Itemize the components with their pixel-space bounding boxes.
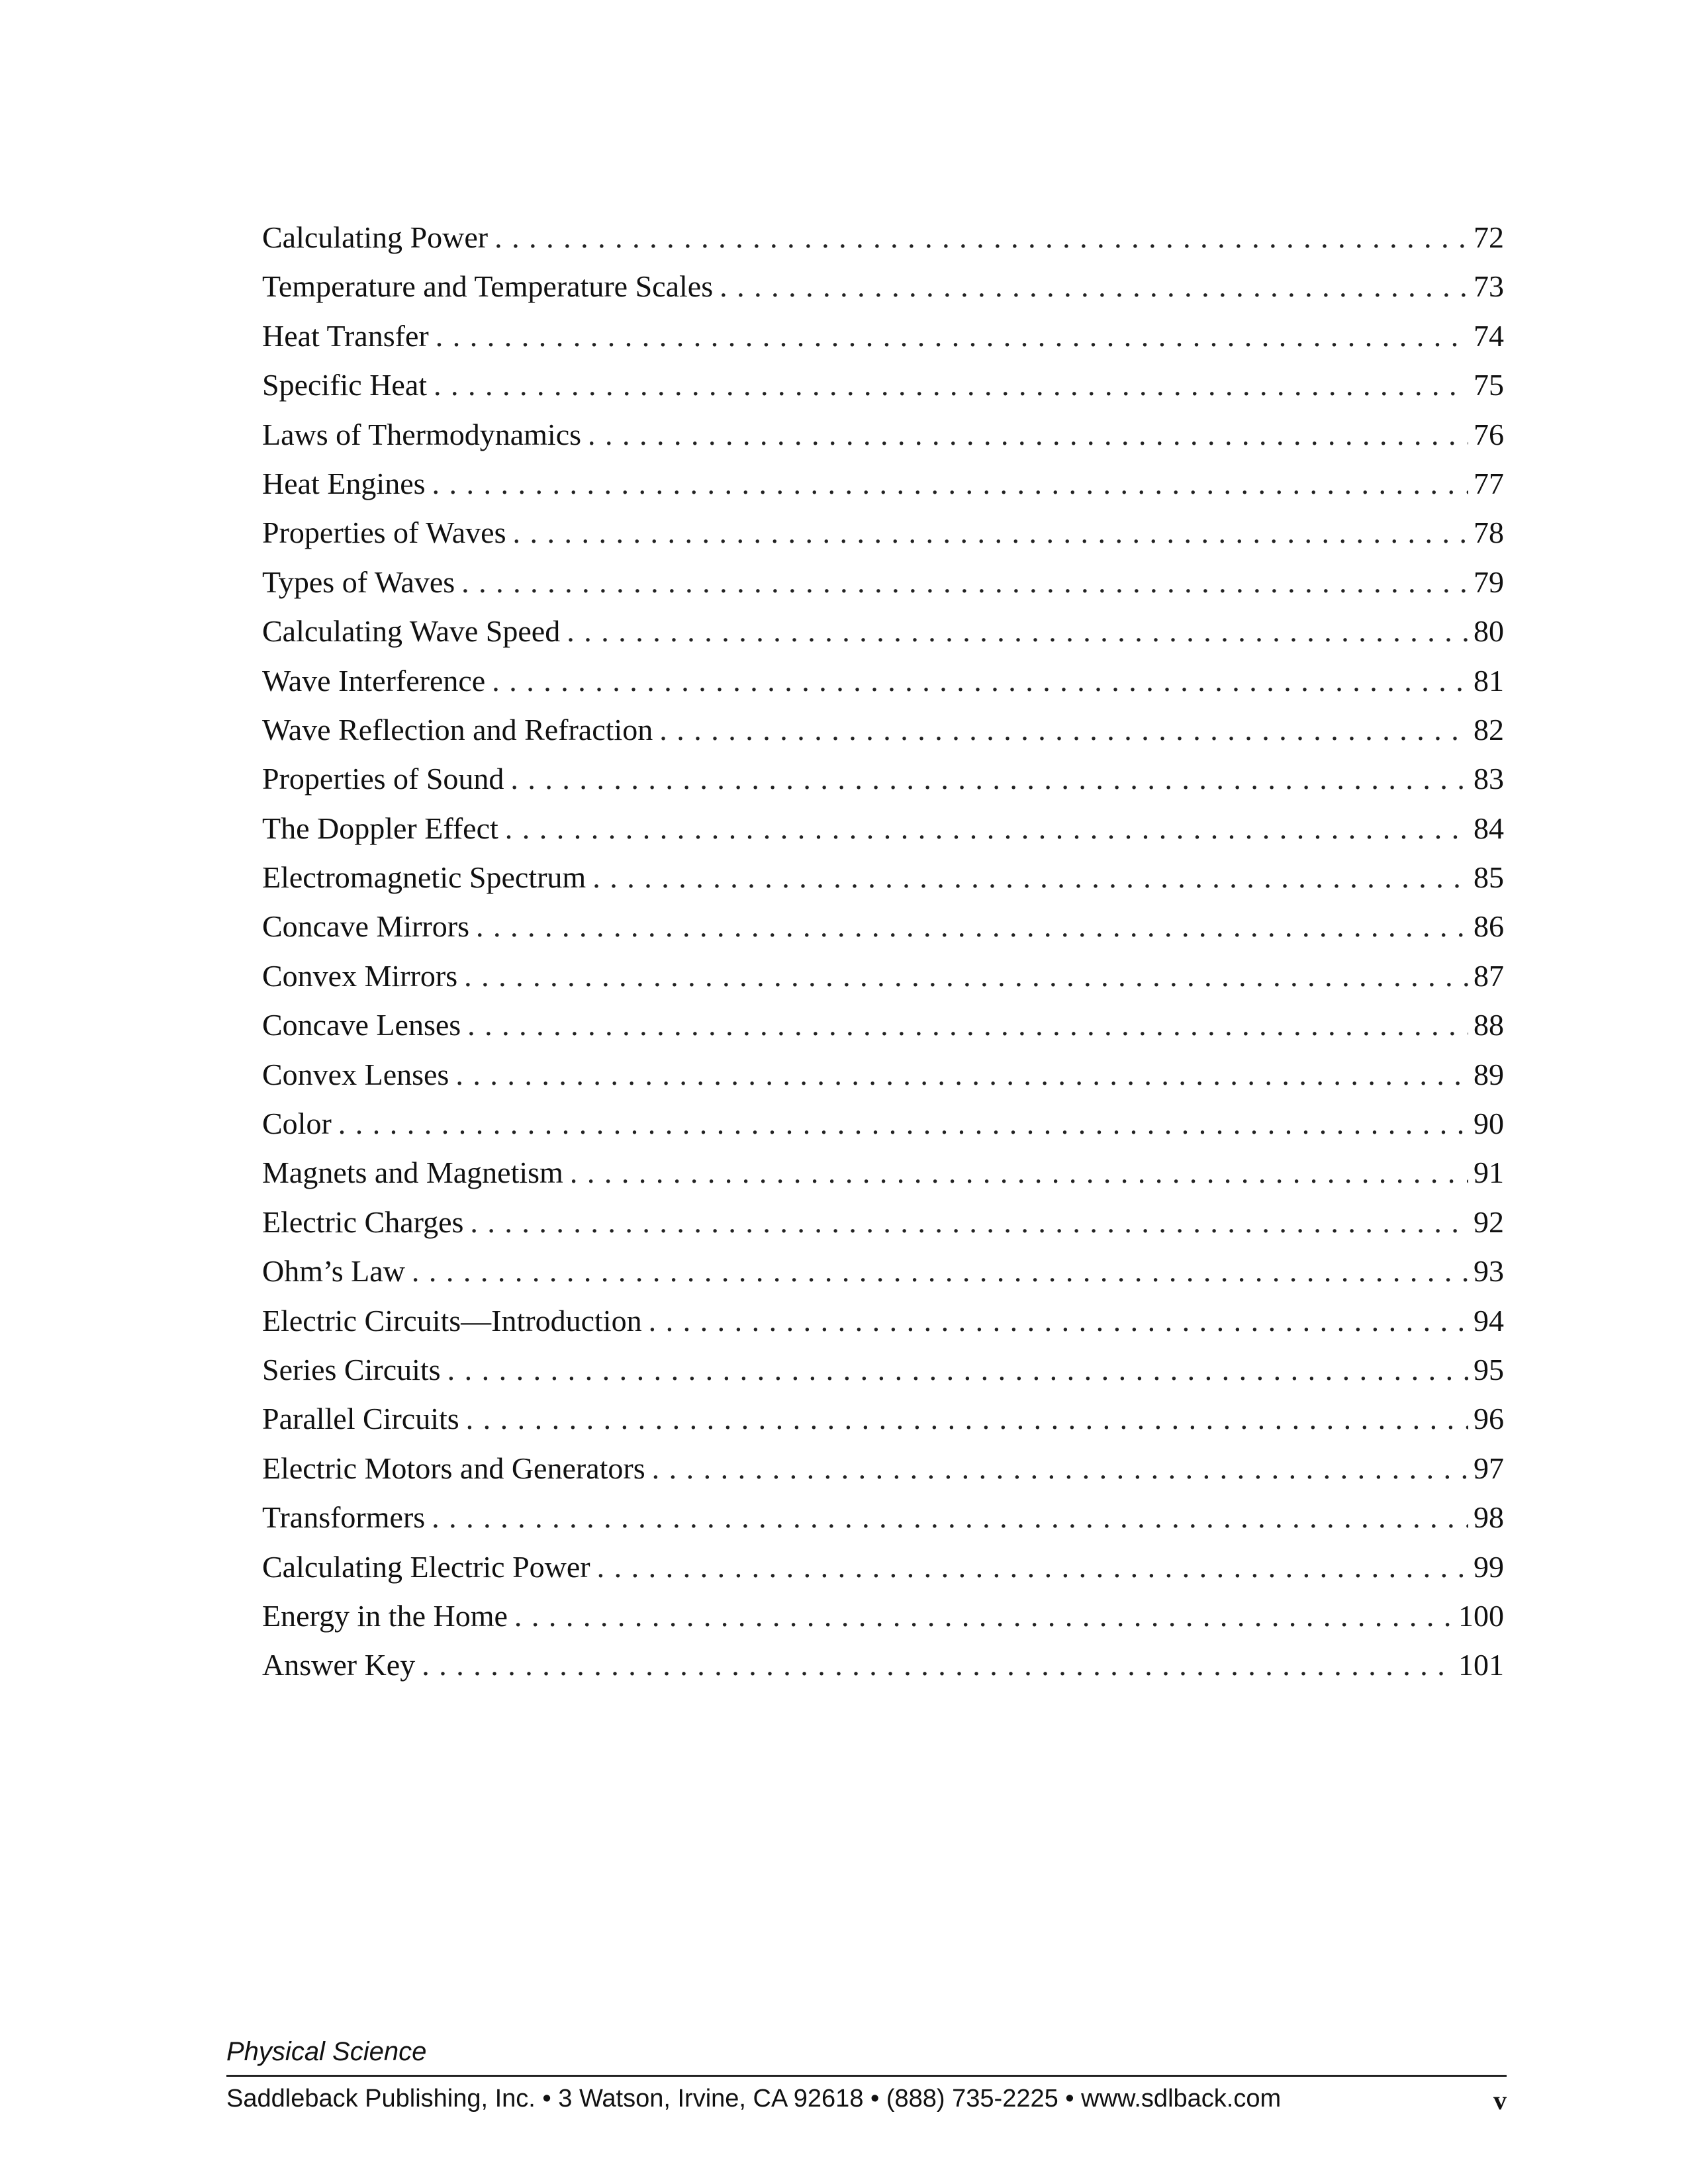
toc-entry[interactable] <box>262 952 1504 1001</box>
toc-entry-title: Heat Engines <box>262 466 426 500</box>
page-number: v <box>1493 2085 1507 2115</box>
toc-entry[interactable] <box>262 804 1504 853</box>
toc-entry-page: 89 <box>1474 1057 1504 1091</box>
toc-entry-page: 72 <box>1474 220 1504 254</box>
toc-entry-page: 92 <box>1474 1205 1504 1239</box>
toc-entry-page: 82 <box>1474 712 1504 747</box>
toc-entry-page: 78 <box>1474 516 1504 550</box>
toc-entry[interactable] <box>262 1099 1504 1148</box>
toc-entry-page: 88 <box>1474 1008 1504 1042</box>
toc-entry[interactable] <box>262 1394 1504 1443</box>
dot-leader <box>476 902 1468 951</box>
toc-entry-title: The Doppler Effect <box>262 811 498 845</box>
toc-entry-page: 96 <box>1474 1402 1504 1436</box>
toc-entry[interactable] <box>262 1592 1504 1641</box>
toc-entry-title: Concave Mirrors <box>262 909 469 944</box>
toc-entry-title: Energy in the Home <box>262 1598 508 1633</box>
toc-entry-page: 75 <box>1474 368 1504 402</box>
dot-leader <box>494 213 1468 262</box>
toc-entry[interactable] <box>262 1001 1504 1050</box>
toc-entry-title: Calculating Power <box>262 220 489 254</box>
toc-entry-page: 94 <box>1474 1303 1504 1338</box>
toc-entry-title: Series Circuits <box>262 1352 441 1387</box>
toc-entry-page: 91 <box>1474 1156 1504 1190</box>
toc-entry-title: Ohm’s Law <box>262 1254 405 1289</box>
toc-entry[interactable] <box>262 902 1504 951</box>
dot-leader <box>720 262 1468 311</box>
dot-leader <box>466 1394 1468 1443</box>
toc-entry-title: Concave Lenses <box>262 1008 461 1042</box>
dot-leader <box>514 1592 1453 1641</box>
toc-entry[interactable] <box>262 607 1504 656</box>
toc-entry-page: 85 <box>1474 860 1504 895</box>
toc-entry-page: 98 <box>1474 1500 1504 1535</box>
dot-leader <box>432 1493 1468 1542</box>
toc-entry-page: 84 <box>1474 811 1504 845</box>
dot-leader <box>422 1641 1453 1690</box>
toc-entry-title: Wave Interference <box>262 663 486 698</box>
toc-entry[interactable] <box>262 1148 1504 1197</box>
toc-entry-title: Calculating Electric Power <box>262 1549 590 1584</box>
toc-entry-title: Heat Transfer <box>262 318 429 353</box>
dot-leader <box>505 804 1468 853</box>
toc-entry-page: 79 <box>1474 565 1504 599</box>
toc-entry-page: 81 <box>1474 663 1504 698</box>
toc-entry[interactable] <box>262 754 1504 803</box>
toc-entry[interactable] <box>262 1641 1504 1690</box>
toc-entry[interactable] <box>262 1198 1504 1247</box>
dot-leader <box>434 361 1468 410</box>
toc-entry-title: Magnets and Magnetism <box>262 1156 563 1190</box>
toc-entry[interactable] <box>262 213 1504 262</box>
toc-entry[interactable] <box>262 410 1504 459</box>
publisher-info: Saddleback Publishing, Inc. • 3 Watson, Irvine, CA 92618 • (888) 735-2225 • www.sdlback.com <box>226 2085 1282 2113</box>
dot-leader <box>432 459 1468 508</box>
toc-entry[interactable] <box>262 1050 1504 1099</box>
toc-entry-title: Electric Charges <box>262 1205 464 1239</box>
dot-leader <box>588 410 1468 459</box>
dot-leader <box>597 1543 1468 1592</box>
dot-leader <box>567 607 1468 656</box>
toc-entry-page: 77 <box>1474 466 1504 500</box>
toc-entry-title: Properties of Sound <box>262 762 504 796</box>
toc-entry-title: Specific Heat <box>262 368 428 402</box>
toc-entry-page: 87 <box>1474 958 1504 993</box>
toc-entry[interactable] <box>262 361 1504 410</box>
toc-entry[interactable] <box>262 1493 1504 1542</box>
toc-entry-title: Calculating Wave Speed <box>262 614 561 649</box>
toc-entry[interactable] <box>262 705 1504 754</box>
toc-entry-page: 80 <box>1474 614 1504 649</box>
toc-entry[interactable] <box>262 262 1504 311</box>
toc-entry[interactable] <box>262 508 1504 557</box>
footer-book-title: Physical Science <box>226 2037 427 2066</box>
dot-leader <box>510 754 1468 803</box>
toc-entry-page: 86 <box>1474 909 1504 944</box>
toc-entry-title: Electromagnetic Spectrum <box>262 860 586 895</box>
toc-entry[interactable] <box>262 558 1504 607</box>
toc-entry[interactable] <box>262 312 1504 361</box>
toc-entry-page: 76 <box>1474 417 1504 451</box>
toc-entry-title: Transformers <box>262 1500 426 1535</box>
dot-leader <box>447 1345 1468 1394</box>
footer-divider <box>226 2075 1507 2077</box>
toc-entry[interactable] <box>262 1543 1504 1592</box>
toc-entry[interactable] <box>262 853 1504 902</box>
dot-leader <box>467 1001 1468 1050</box>
dot-leader <box>464 952 1468 1001</box>
footer <box>226 2085 1507 2116</box>
dot-leader <box>592 853 1468 902</box>
dot-leader <box>436 312 1468 361</box>
toc-entry-title: Wave Reflection and Refraction <box>262 712 653 747</box>
dot-leader <box>570 1148 1468 1197</box>
toc-entry-title: Electric Motors and Generators <box>262 1451 645 1485</box>
toc-entry[interactable] <box>262 1444 1504 1493</box>
dot-leader <box>461 558 1468 607</box>
toc-entry-page: 74 <box>1474 318 1504 353</box>
toc-entry-page: 95 <box>1474 1352 1504 1387</box>
dot-leader <box>412 1247 1468 1296</box>
toc-entry[interactable] <box>262 1247 1504 1296</box>
toc-entry-page: 73 <box>1474 269 1504 304</box>
toc-entry[interactable] <box>262 657 1504 705</box>
toc-entry-page: 83 <box>1474 762 1504 796</box>
toc-entry-page: 97 <box>1474 1451 1504 1485</box>
toc-entry-title: Laws of Thermodynamics <box>262 417 582 451</box>
toc-entry-page: 93 <box>1474 1254 1504 1289</box>
toc-entry-page: 100 <box>1458 1598 1504 1633</box>
dot-leader <box>492 657 1468 705</box>
dot-leader <box>455 1050 1468 1099</box>
toc-entry-title: Types of Waves <box>262 565 455 599</box>
dot-leader <box>338 1099 1468 1148</box>
toc-entry-title: Color <box>262 1107 332 1141</box>
toc-entry-title: Properties of Waves <box>262 516 506 550</box>
dot-leader <box>652 1444 1468 1493</box>
toc-entry-title: Electric Circuits—Introduction <box>262 1303 642 1338</box>
table-of-contents <box>262 213 1504 1690</box>
toc-entry-page: 99 <box>1474 1549 1504 1584</box>
toc-entry[interactable] <box>262 1345 1504 1394</box>
dot-leader <box>470 1198 1468 1247</box>
toc-entry-title: Parallel Circuits <box>262 1402 459 1436</box>
toc-entry-title: Answer Key <box>262 1648 416 1682</box>
toc-entry-title: Convex Mirrors <box>262 958 458 993</box>
dot-leader <box>649 1297 1468 1345</box>
toc-entry[interactable] <box>262 459 1504 508</box>
toc-entry-title: Temperature and Temperature Scales <box>262 269 714 304</box>
dot-leader <box>512 508 1468 557</box>
toc-entry[interactable] <box>262 1297 1504 1345</box>
toc-entry-page: 90 <box>1474 1107 1504 1141</box>
toc-entry-page: 101 <box>1458 1648 1504 1682</box>
toc-entry-title: Convex Lenses <box>262 1057 449 1091</box>
dot-leader <box>659 705 1468 754</box>
